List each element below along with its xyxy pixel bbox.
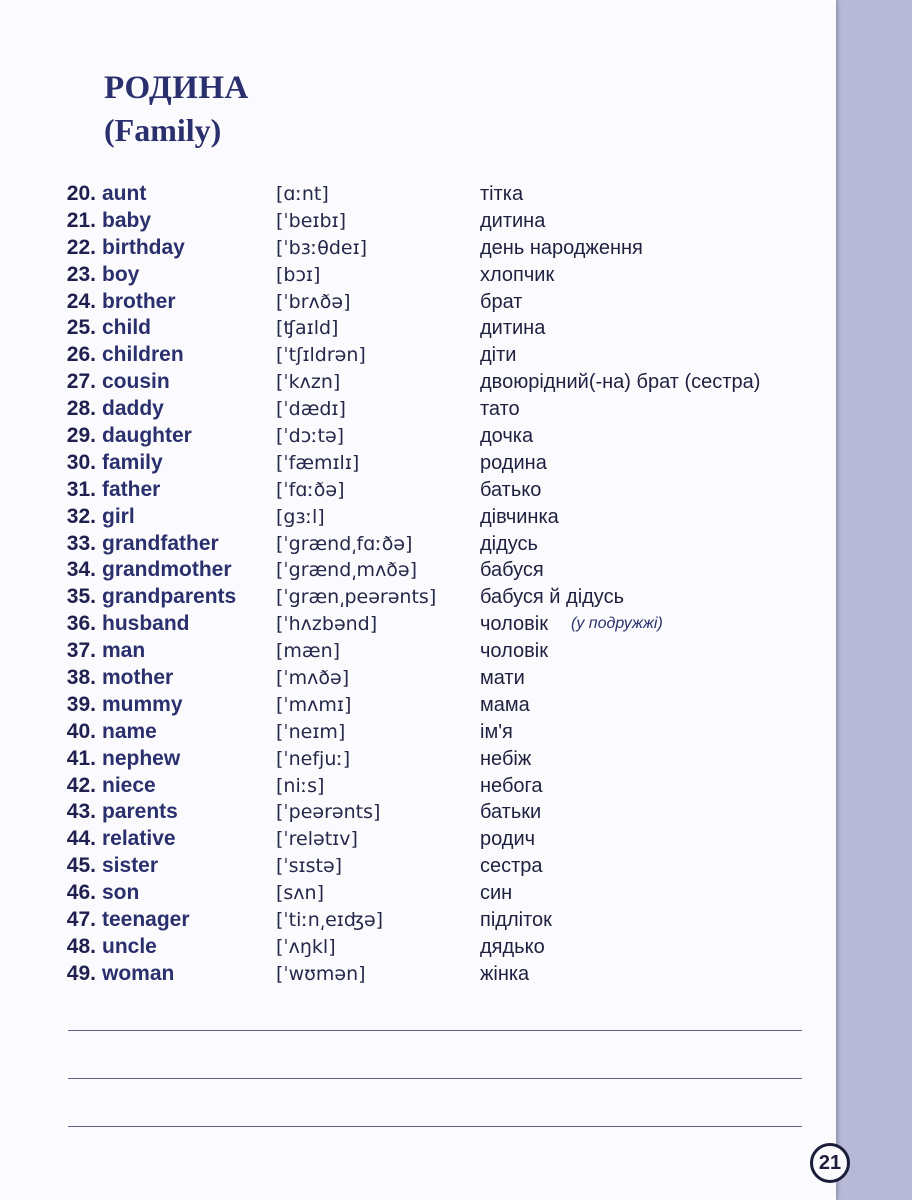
entry-translation: ім'я bbox=[480, 720, 513, 743]
entry-number: 45. bbox=[66, 854, 96, 878]
entry-word: uncle bbox=[102, 934, 157, 958]
vocab-row bbox=[0, 960, 836, 987]
entry-number: 40. bbox=[66, 719, 96, 743]
vocabulary-list bbox=[0, 180, 836, 987]
entry-translation: дочка bbox=[480, 425, 534, 448]
entry-number: 47. bbox=[66, 908, 96, 932]
vocab-row bbox=[0, 852, 836, 879]
entry-number: 27. bbox=[66, 370, 96, 394]
entry-number: 22. bbox=[66, 235, 96, 259]
entry-translation: бабуся bbox=[480, 559, 544, 582]
entry-transcription: [ˈgræn͵peərənts] bbox=[276, 586, 437, 609]
vocab-row bbox=[0, 395, 836, 422]
entry-word: grandmother bbox=[102, 558, 232, 582]
entry-word: daddy bbox=[102, 397, 164, 421]
vocab-row bbox=[0, 180, 836, 207]
title-english: (Family) bbox=[104, 112, 222, 148]
vocab-row bbox=[0, 288, 836, 315]
entry-number: 20. bbox=[66, 182, 96, 205]
entry-translation: хлопчик bbox=[480, 263, 555, 286]
entry-number: 46. bbox=[66, 881, 96, 905]
vocab-row bbox=[0, 745, 836, 772]
vocab-row bbox=[0, 503, 836, 530]
entry-number: 48. bbox=[66, 934, 96, 958]
entry-translation: чоловік bbox=[480, 640, 548, 663]
entry-transcription: [ˈʌŋkl] bbox=[276, 935, 336, 958]
entry-word: brother bbox=[102, 289, 176, 313]
entry-transcription: [ˈwʊmən] bbox=[276, 962, 366, 985]
entry-translation: жінка bbox=[480, 962, 530, 985]
entry-transcription: [ˈbeɪbɪ] bbox=[276, 209, 346, 232]
entry-word: sister bbox=[102, 854, 159, 878]
entry-number: 35. bbox=[66, 585, 96, 609]
entry-translation: чоловік bbox=[480, 613, 548, 636]
vocab-row bbox=[0, 314, 836, 341]
vocab-row bbox=[0, 825, 836, 852]
entry-number: 37. bbox=[66, 639, 96, 663]
entry-transcription: [ˈgrænd͵fɑːðə] bbox=[276, 532, 413, 555]
vocab-row bbox=[0, 530, 836, 557]
entry-number: 41. bbox=[66, 746, 96, 770]
entry-transcription: [ˈneɪm] bbox=[276, 720, 346, 743]
entry-word: daughter bbox=[102, 424, 192, 448]
vocab-row bbox=[0, 879, 836, 906]
entry-transcription: [ˈmʌðə] bbox=[276, 667, 350, 690]
entry-number: 30. bbox=[66, 450, 96, 474]
vocab-row bbox=[0, 583, 836, 610]
vocab-row bbox=[0, 691, 836, 718]
vocab-row bbox=[0, 556, 836, 583]
entry-translation: дідусь bbox=[480, 532, 538, 555]
entry-number: 44. bbox=[66, 827, 96, 851]
entry-word: niece bbox=[102, 773, 156, 797]
entry-transcription: [ˈdɔːtə] bbox=[276, 425, 345, 448]
writing-line-2 bbox=[68, 1078, 802, 1079]
entry-transcription: [ˈhʌzbənd] bbox=[276, 613, 378, 636]
entry-transcription: [ˈtʃɪldrən] bbox=[276, 344, 366, 367]
entry-transcription: [ˈfæmɪlɪ] bbox=[276, 451, 360, 474]
entry-word: baby bbox=[102, 208, 152, 232]
entry-word: children bbox=[102, 343, 184, 367]
entry-word: teenager bbox=[102, 908, 190, 932]
vocab-row bbox=[0, 234, 836, 261]
entry-word: aunt bbox=[102, 182, 147, 205]
entry-transcription: [ˈsɪstə] bbox=[276, 855, 343, 878]
vocab-row bbox=[0, 637, 836, 664]
entry-transcription: [niːs] bbox=[276, 774, 325, 797]
vocab-row bbox=[0, 933, 836, 960]
page-title bbox=[104, 68, 249, 150]
entry-word: name bbox=[102, 719, 157, 743]
entry-transcription: [ˈpeərənts] bbox=[276, 801, 381, 824]
page-number-badge: 21 bbox=[810, 1143, 850, 1183]
entry-number: 25. bbox=[66, 316, 96, 340]
vocab-row bbox=[0, 476, 836, 503]
entry-number: 26. bbox=[66, 343, 96, 367]
entry-translation: син bbox=[480, 882, 513, 905]
entry-transcription: [ɑːnt] bbox=[276, 183, 329, 205]
entry-translation: бабуся й дідусь bbox=[480, 586, 625, 609]
entry-translation: дівчинка bbox=[480, 505, 559, 528]
entry-word: son bbox=[102, 881, 140, 905]
writing-line-3 bbox=[68, 1126, 802, 1127]
entry-translation: двоюрідний(-на) брат (сестра) bbox=[480, 371, 761, 394]
entry-number: 42. bbox=[66, 773, 96, 797]
entry-transcription: [ˈmʌmɪ] bbox=[276, 693, 352, 716]
entry-word: mummy bbox=[102, 692, 183, 716]
entry-word: child bbox=[102, 316, 152, 340]
entry-number: 34. bbox=[66, 558, 96, 582]
entry-translation: діти bbox=[480, 344, 517, 367]
entry-number: 29. bbox=[66, 424, 96, 448]
vocab-row bbox=[0, 368, 836, 395]
entry-translation: мати bbox=[480, 667, 525, 690]
entry-word: girl bbox=[102, 504, 135, 528]
entry-translation: небога bbox=[480, 774, 543, 797]
entry-translation: брат bbox=[480, 290, 523, 313]
entry-transcription: [ʧaɪld] bbox=[276, 317, 339, 340]
entry-number: 31. bbox=[66, 477, 96, 501]
entry-number: 23. bbox=[66, 262, 96, 286]
entry-number: 32. bbox=[66, 504, 96, 528]
entry-transcription: [ˈrelətɪv] bbox=[276, 828, 358, 851]
entry-transcription: [ˈnefjuː] bbox=[276, 747, 351, 770]
entry-translation: небіж bbox=[480, 747, 532, 770]
entry-word: nephew bbox=[102, 746, 181, 770]
entry-number: 36. bbox=[66, 612, 96, 636]
entry-transcription: [mæn] bbox=[276, 640, 341, 663]
entry-translation: батько bbox=[480, 478, 542, 501]
entry-word: cousin bbox=[102, 370, 170, 394]
entry-word: parents bbox=[102, 800, 178, 824]
entry-translation: тато bbox=[480, 398, 520, 421]
entry-translation: дядько bbox=[480, 935, 545, 958]
entry-translation: батьки bbox=[480, 801, 542, 824]
vocab-row bbox=[0, 449, 836, 476]
entry-word: family bbox=[102, 450, 163, 474]
entry-transcription: [gɜːl] bbox=[276, 505, 325, 528]
vocab-row bbox=[0, 207, 836, 234]
writing-line-1 bbox=[68, 1030, 802, 1031]
entry-transcription: [ˈdædɪ] bbox=[276, 398, 346, 421]
vocab-row bbox=[0, 261, 836, 288]
vocab-row bbox=[0, 906, 836, 933]
entry-transcription: [ˈbrʌðə] bbox=[276, 290, 351, 313]
entry-number: 38. bbox=[66, 666, 96, 690]
vocab-row bbox=[0, 798, 836, 825]
entry-word: father bbox=[102, 477, 161, 501]
entry-translation: мама bbox=[480, 693, 530, 716]
entry-transcription: [bɔɪ] bbox=[276, 263, 321, 286]
entry-number: 43. bbox=[66, 800, 96, 824]
entry-translation: тітка bbox=[480, 183, 524, 205]
entry-number: 39. bbox=[66, 692, 96, 716]
entry-number: 24. bbox=[66, 289, 96, 313]
entry-word: husband bbox=[102, 612, 190, 636]
entry-word: boy bbox=[102, 262, 140, 286]
entry-translation: підліток bbox=[480, 909, 552, 932]
entry-translation: родина bbox=[480, 451, 547, 474]
entry-translation: родич bbox=[480, 828, 536, 851]
entry-translation: дитина bbox=[480, 209, 546, 232]
entry-word: man bbox=[102, 639, 146, 663]
vocab-row bbox=[0, 422, 836, 449]
entry-number: 49. bbox=[66, 961, 96, 985]
entry-number: 33. bbox=[66, 531, 96, 555]
vocab-row bbox=[0, 772, 836, 799]
entry-transcription: [ˈgrænd͵mʌðə] bbox=[276, 559, 418, 582]
entry-word: grandfather bbox=[102, 531, 219, 555]
entry-transcription: [ˈkʌzn] bbox=[276, 371, 341, 394]
vocab-row bbox=[0, 341, 836, 368]
entry-number: 21. bbox=[66, 208, 96, 232]
entry-translation: дитина bbox=[480, 317, 546, 340]
entry-transcription: [ˈbɜːθdeɪ] bbox=[276, 236, 368, 259]
entry-transcription: [ˈtiːn͵eɪʤə] bbox=[276, 909, 384, 932]
title-ukrainian: РОДИНА bbox=[104, 70, 249, 106]
entry-word: birthday bbox=[102, 235, 185, 259]
entry-translation: сестра bbox=[480, 855, 543, 878]
vocab-row bbox=[0, 718, 836, 745]
entry-word: mother bbox=[102, 666, 174, 690]
entry-word: grandparents bbox=[102, 585, 237, 609]
entry-word: woman bbox=[102, 961, 175, 985]
entry-transcription: [ˈfɑːðə] bbox=[276, 478, 345, 501]
entry-translation: день народження bbox=[480, 236, 643, 259]
entry-transcription: [sʌn] bbox=[276, 882, 325, 905]
entry-word: relative bbox=[102, 827, 176, 851]
entry-note: (у подружжі) bbox=[571, 615, 663, 633]
entry-number: 28. bbox=[66, 397, 96, 421]
vocab-row bbox=[0, 610, 836, 637]
vocab-row bbox=[0, 664, 836, 691]
